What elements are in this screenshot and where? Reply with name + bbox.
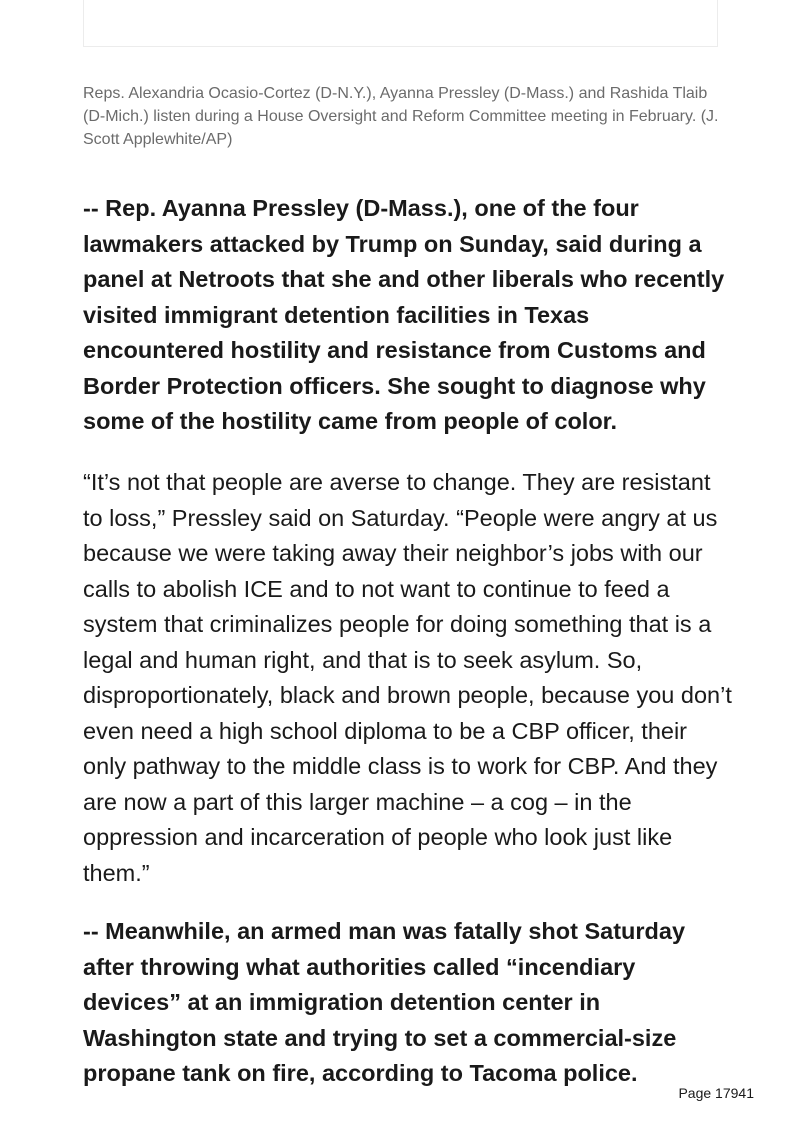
photo-frame [83, 0, 718, 47]
photo-caption: Reps. Alexandria Ocasio-Cortez (D-N.Y.), Ayanna Pressley (D-Mass.) and Rashida Tlaib (D-Mich.) listen during a House Oversight and Reform Committee meeting in February. (J. Scott Applewhite/AP) [83, 85, 719, 148]
page-number: Page 17941 [674, 1084, 754, 1102]
paragraph-pressley-quote: “It’s not that people are averse to change. They are resistant to loss,” Pressley said on Saturday. “People were angry at us because we were taking away their neighbor’s jobs with our calls to abolish ICE and to not want to continue to feed a system that criminalizes people for doing something that is a legal and human right, and that is to seek asylum. So, disproportionately, black and brown people, because you don’t even need a high school diploma to be a CBP officer, their only pathway to the middle class is to work for CBP. And they are now a part of this larger machine – a cog – in the oppression and incarceration of people who look just like them.” [83, 469, 732, 886]
paragraph-pressley-panel: -- Rep. Ayanna Pressley (D-Mass.), one of the four lawmakers attacked by Trump on Sunday, said during a panel at Netroots that she and other liberals who recently visited immigrant detention facilities in Texas encountered hostility and resistance from Customs and Border Protection officers. She sought to diagnose why some of the hostility came from people of color. [83, 195, 725, 434]
paragraph-tacoma-shooting: -- Meanwhile, an armed man was fatally shot Saturday after throwing what authorities called “incendiary devices” at an immigration detention center in Washington state and trying to set a commercial-size propane tank on fire, according to Tacoma police. [83, 918, 686, 1086]
